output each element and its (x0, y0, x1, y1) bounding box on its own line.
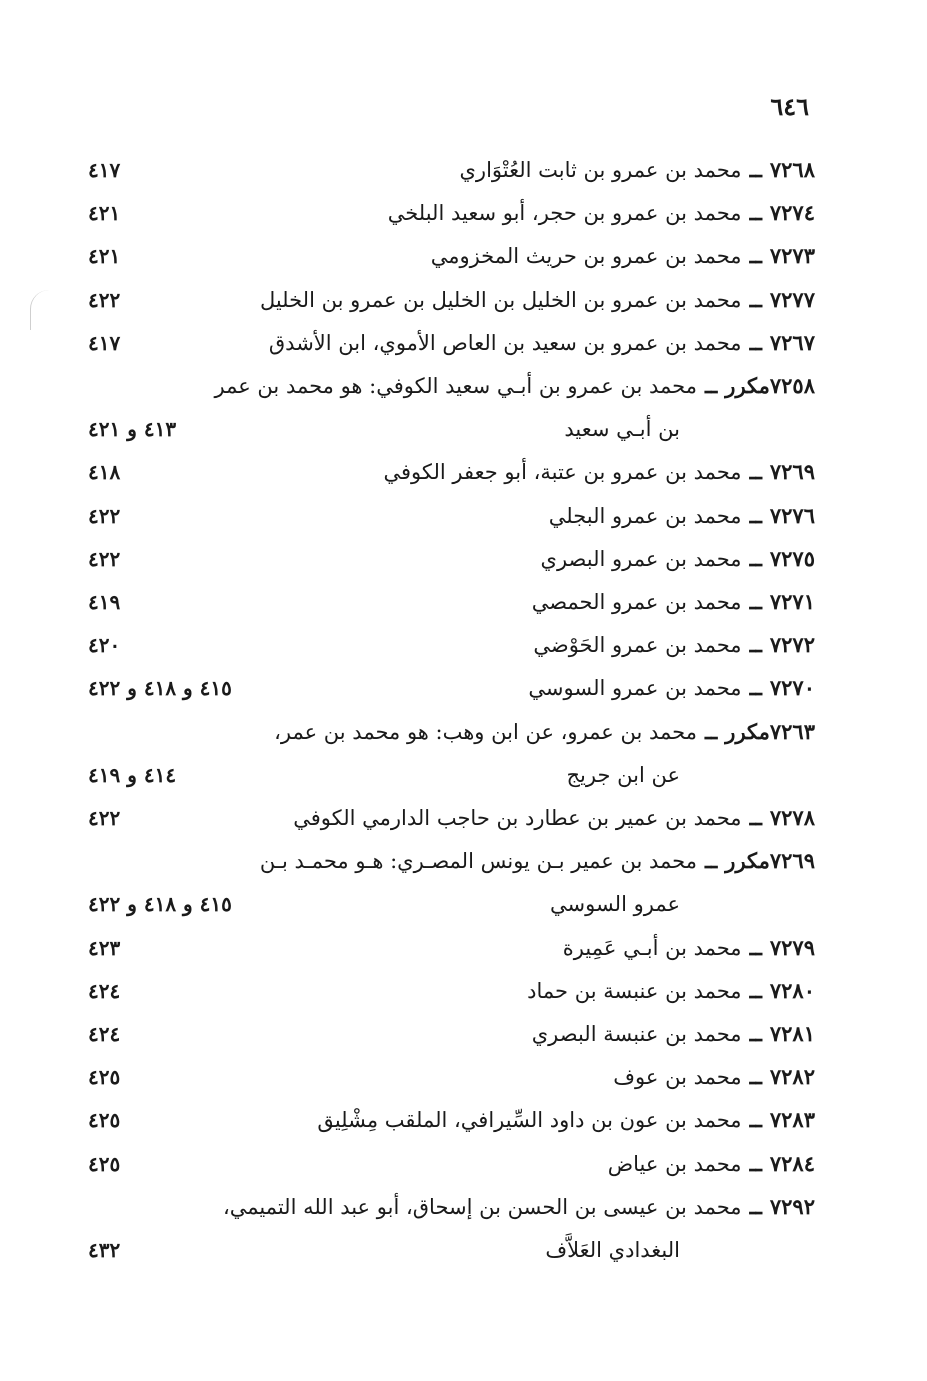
entry-name: محمد بن عمرو البصري (540, 546, 742, 571)
index-entry-continuation (88, 1230, 815, 1270)
entry-continuation-text: البغدادي العَلاَّف (545, 1238, 680, 1262)
entry-page-reference: ٤١٧ (88, 330, 121, 355)
entry-main (532, 1014, 815, 1054)
entry-name: محمد بن عمرو الحمصي (531, 590, 742, 614)
entry-main (549, 496, 815, 536)
entry-main (388, 193, 815, 233)
entry-page-reference: ٤٣٢ (88, 1238, 121, 1262)
index-entry (88, 150, 815, 190)
entry-page-reference: ٤١٥ و ٤١٨ و ٤٢٢ (88, 892, 232, 917)
entry-main (527, 971, 815, 1011)
entry-number: ٧٢٦٣مكرر (725, 718, 815, 744)
entry-dash: ــ (704, 718, 718, 744)
entry-number: ٧٢٧٦ (769, 502, 815, 528)
index-entry (88, 841, 815, 881)
entry-page-reference: ٤٢٣ (88, 935, 121, 960)
entry-number: ٧٢٦٨ (769, 157, 815, 182)
entry-name: محمد بن عمرو بن أبـي سعيد الكوفي: هو محمد بن عمر (214, 374, 697, 398)
entry-name: محمد بن عمرو بن حريث المخزومي (430, 244, 742, 269)
entry-name: محمد بن عمرو البجلي (548, 503, 742, 528)
entry-page-reference: ٤٢٢ (88, 287, 121, 312)
entry-page-reference: ٤١٣ و ٤٢١ (88, 417, 177, 442)
margin-pencil-mark (30, 290, 49, 330)
entry-name: محمد بن عوف (613, 1065, 742, 1090)
entry-dash: ــ (749, 632, 762, 658)
entry-main (215, 366, 816, 406)
entry-dash: ــ (749, 805, 762, 830)
entry-page-reference: ٤٢٤ (88, 978, 121, 1003)
entry-dash: ــ (749, 1150, 762, 1176)
entry-number: ٧٢٧٢ (769, 632, 815, 658)
index-entry (88, 539, 815, 579)
entry-number: ٧٢٧٣ (769, 243, 815, 269)
entry-name: محمد بن عمرو بن سعيد بن العاص الأموي، ابن الأشدق (268, 330, 742, 355)
entry-number: ٧٢٧٤ (769, 200, 815, 226)
entry-dash: ــ (704, 373, 718, 398)
entry-main (563, 928, 815, 968)
entry-dash: ــ (749, 977, 762, 1003)
entry-main (383, 452, 815, 492)
entry-number: ٧٢٥٨مكرر (725, 373, 815, 398)
entry-dash: ــ (749, 934, 762, 960)
entry-name: محمد بن عياض (607, 1151, 742, 1176)
entry-dash: ــ (749, 545, 762, 571)
index-entry-continuation (88, 409, 815, 449)
entry-main (269, 323, 815, 363)
index-entry (88, 1057, 815, 1097)
index-entry (88, 323, 815, 363)
entry-page-reference: ٤١٤ و ٤١٩ (88, 762, 177, 787)
entry-page-reference: ٤١٩ (88, 590, 121, 614)
entry-number: ٧٢٦٩ (769, 459, 815, 485)
entry-dash: ــ (749, 329, 762, 355)
entry-main (223, 1187, 815, 1227)
entry-number: ٧٢٨٠ (769, 977, 815, 1003)
index-entry-continuation (88, 755, 815, 795)
entry-name: محمد بن عمير بـن يونس المصـري: هـو محمـد بـن (259, 849, 697, 874)
entry-main (431, 236, 815, 276)
entry-page-reference: ٤١٨ (88, 460, 121, 485)
entry-dash: ــ (749, 157, 762, 182)
entry-dash: ــ (749, 1064, 762, 1090)
entry-page-reference: ٤٢٢ (88, 546, 121, 571)
index-entry (88, 1014, 815, 1054)
entry-dash: ــ (749, 243, 762, 269)
entry-page-reference: ٤١٥ و ٤١٨ و ٤٢٢ (88, 676, 232, 701)
entry-dash: ــ (749, 459, 762, 485)
entry-dash: ــ (749, 286, 762, 312)
entry-name: محمد بن عمير بن عطارد بن حاجب الدارمي الكوفي (293, 806, 742, 830)
entry-number: ٧٢٨١ (769, 1021, 815, 1046)
entry-number: ٧٢٦٧ (769, 329, 815, 355)
entry-continuation-text: عن ابن جريج (566, 762, 680, 787)
entry-main (613, 1057, 815, 1097)
entry-page-reference: ٤٢٤ (88, 1022, 121, 1046)
entry-dash: ــ (749, 200, 762, 226)
entry-main (532, 582, 815, 622)
index-entry (88, 928, 815, 968)
entry-number: ٧٢٦٩مكرر (725, 848, 815, 874)
entry-main (274, 712, 815, 752)
entry-dash: ــ (704, 848, 718, 874)
entry-continuation-text: بن أبـي سعيد (564, 417, 680, 442)
entry-dash: ــ (749, 1107, 762, 1133)
entry-page-reference: ٤٢٢ (88, 503, 121, 528)
entry-number: ٧٢٧٩ (769, 934, 815, 960)
entry-number: ٧٢٨٤ (769, 1150, 815, 1176)
entry-number: ٧٢٨٢ (769, 1064, 815, 1090)
entry-name: محمد بن عون بن داود السِّيرافي، الملقب مِشْلِيق (317, 1108, 742, 1133)
index-entry (88, 1144, 815, 1184)
entry-name: محمد بن عمرو، عن ابن وهب: هو محمد بن عمر، (274, 719, 697, 744)
entry-dash: ــ (749, 675, 762, 701)
index-entry (88, 971, 815, 1011)
entry-dash: ــ (749, 1021, 762, 1046)
entry-main (459, 150, 815, 190)
index-entry (88, 668, 815, 708)
entry-name: محمد بن عمرو بن حجر، أبو سعيد البلخي (387, 201, 742, 226)
entry-page-reference: ٤٢٥ (88, 1065, 121, 1090)
entry-main (533, 625, 815, 665)
entry-dash: ــ (749, 502, 762, 528)
index-entry (88, 280, 815, 320)
page-number: ٦٤٦ (770, 92, 809, 121)
entry-continuation-text: عمرو السوسي (550, 892, 680, 917)
entry-number: ٧٢٧١ (769, 589, 815, 614)
index-entry-continuation (88, 884, 815, 924)
entry-page-reference: ٤١٧ (88, 158, 121, 182)
entry-number: ٧٢٨٣ (769, 1107, 815, 1133)
entry-number: ٧٢٩٢ (769, 1193, 815, 1219)
entry-number: ٧٢٧٨ (769, 805, 815, 830)
index-entry (88, 625, 815, 665)
entry-main (541, 539, 815, 579)
entry-name: محمد بن عمرو السوسي (528, 676, 742, 701)
index-entry (88, 496, 815, 536)
index-entry (88, 712, 815, 752)
entry-page-reference: ٤٢١ (88, 201, 121, 226)
index-entry (88, 366, 815, 406)
entry-dash: ــ (749, 1193, 762, 1219)
index-entry (88, 452, 815, 492)
entry-dash: ــ (749, 589, 762, 614)
entry-name: محمد بن عنبسة بن حماد (527, 978, 742, 1003)
index-entry (88, 193, 815, 233)
entry-name: محمد بن أبـي عَمِيرة (562, 935, 742, 960)
entry-main (608, 1144, 815, 1184)
entry-number: ٧٢٧٠ (769, 675, 815, 701)
index-entry (88, 582, 815, 622)
entry-page-reference: ٤٢٠ (88, 633, 121, 658)
index-entry (88, 798, 815, 838)
entry-name: محمد بن عيسى بن الحسن بن إسحاق، أبو عبد الله التميمي، (222, 1194, 742, 1219)
entry-page-reference: ٤٢٥ (88, 1108, 121, 1133)
entry-name: محمد بن عمرو بن الخليل بن الخليل بن عمرو بن الخليل (259, 287, 742, 312)
entry-page-reference: ٤٢٢ (88, 806, 121, 830)
index-entry (88, 1187, 815, 1227)
entry-name: محمد بن عنبسة البصري (531, 1022, 742, 1046)
entry-number: ٧٢٧٧ (769, 286, 815, 312)
entry-main (528, 668, 815, 708)
entry-name: محمد بن عمرو بن عتبة، أبو جعفر الكوفي (383, 460, 742, 485)
entry-name: محمد بن عمرو بن ثابت العُتْوَاري (459, 158, 742, 182)
entry-number: ٧٢٧٥ (769, 545, 815, 571)
index-entry (88, 1100, 815, 1140)
entry-main (260, 841, 815, 881)
entry-main (317, 1100, 815, 1140)
entry-page-reference: ٤٢٥ (88, 1151, 121, 1176)
index-entry (88, 236, 815, 276)
entry-page-reference: ٤٢١ (88, 244, 121, 269)
entry-main (293, 798, 815, 838)
entry-main (260, 280, 815, 320)
entry-name: محمد بن عمرو الحَوْضي (533, 633, 742, 658)
